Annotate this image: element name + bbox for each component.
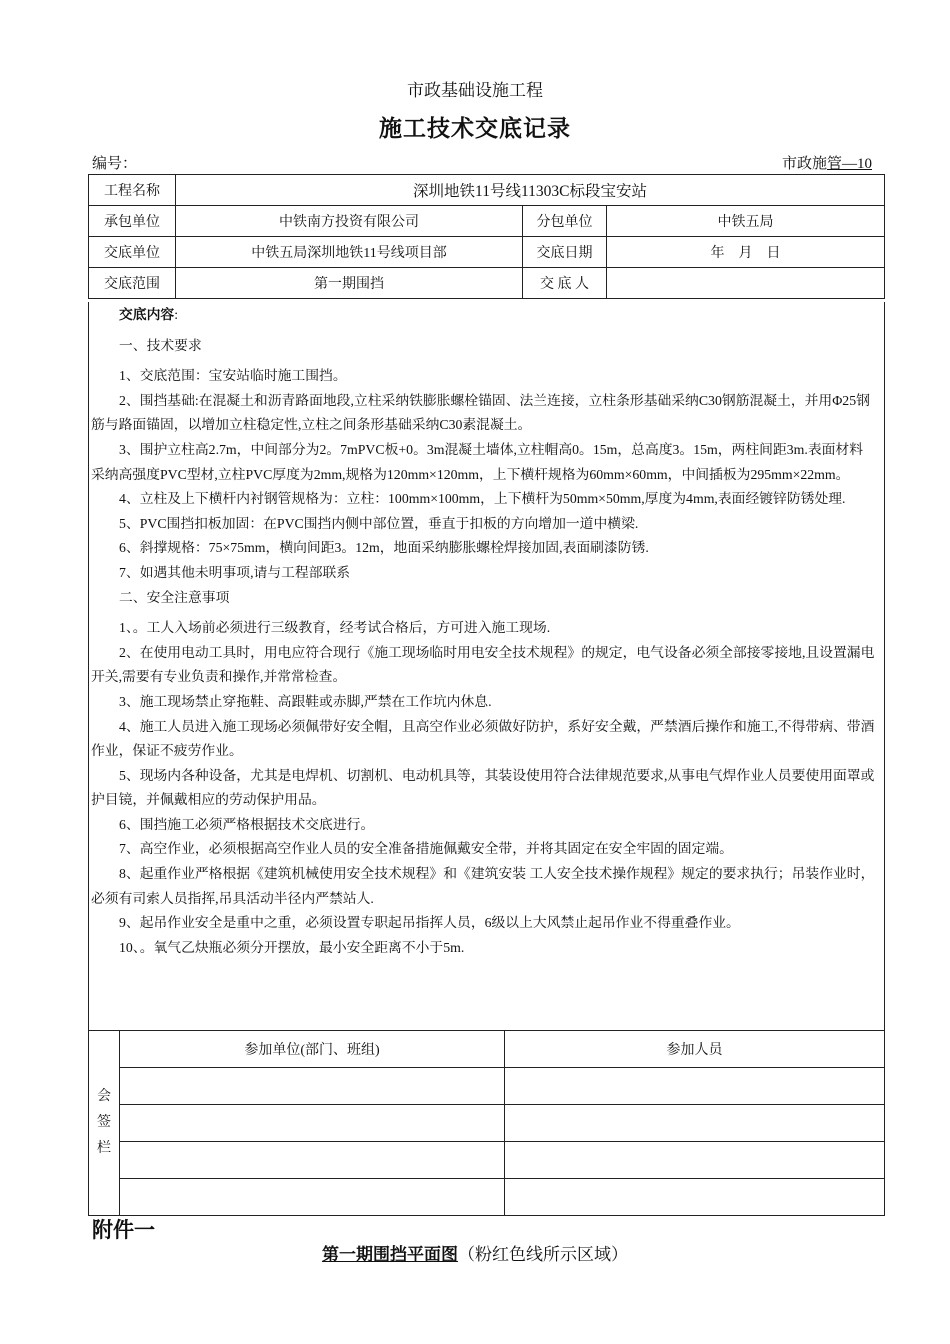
form-code-prefix: 市政施 — [781, 156, 827, 172]
briefer-value — [607, 268, 885, 299]
signature-people-cell[interactable] — [505, 1179, 885, 1216]
technical-requirement-item: 4、立柱及上下横杆内衬钢管规格为：立柱：100mm×100mm，上下横杆为50mm×50mm,厚度为4mm,表面经镀锌防锈处理. — [119, 491, 846, 507]
technical-requirement-item: 3、围护立柱高2.7m，中间部分为2。7mPVC板+0。3m混凝土墙体,立柱帽高0。15m，总高度3。15m，两柱间距3m.表面材料采纳高强度PVC型材,立柱PVC厚度为2mm,规格为120mm×120mm，上下横杆规格为60mm×60mm，中间插板为295mm×22mm。 — [91, 441, 864, 482]
signature-row — [89, 1179, 885, 1216]
safety-note-item: 6、围挡施工必须严格根据技术交底进行。 — [119, 816, 375, 832]
section-safety-heading: 二、安全注意事项 — [119, 589, 230, 605]
document-title: 施工技术交底记录 — [379, 116, 571, 141]
project-name-label: 工程名称 — [89, 175, 176, 206]
safety-notes-list — [91, 616, 876, 960]
info-row-scope — [89, 268, 885, 299]
signature-row — [89, 1142, 885, 1179]
briefing-unit-value: 中铁五局深圳地铁11号线项目部 — [176, 237, 523, 268]
subcontractor-label: 分包单位 — [523, 206, 607, 237]
number-label: 编号： — [92, 156, 138, 172]
technical-requirement-item: 5、PVC围挡扣板加固：在PVC围挡内侧中部位置，垂直于扣板的方向增加一道中横梁. — [119, 515, 639, 531]
section-technical-heading: 一、技术要求 — [119, 337, 202, 353]
signature-people-cell[interactable] — [505, 1142, 885, 1179]
contractor-value: 中铁南方投资有限公司 — [176, 206, 523, 237]
signature-table — [88, 1030, 885, 1216]
info-row-project — [89, 175, 885, 206]
info-row-briefing — [89, 237, 885, 268]
signature-label — [89, 1031, 120, 1216]
content-heading: 交底内容: — [119, 307, 179, 322]
safety-note-item: 3、施工现场禁止穿拖鞋、高跟鞋或赤脚,严禁在工作坑内休息. — [119, 693, 492, 709]
participants-header: 参加人员 — [505, 1031, 885, 1068]
signature-people-cell[interactable] — [505, 1105, 885, 1142]
briefing-content-box — [88, 302, 885, 1030]
safety-note-item: 1、。工人入场前必须进行三级教育，经考试合格后，方可进入施工现场. — [119, 620, 551, 636]
signature-unit-cell[interactable] — [120, 1142, 505, 1179]
signature-unit-cell[interactable] — [120, 1068, 505, 1105]
signature-label-char: 签 — [97, 1115, 111, 1130]
plan-note: （粉红色线所示区域） — [458, 1245, 628, 1264]
plan-caption — [0, 1240, 950, 1265]
signature-header-row — [89, 1031, 885, 1068]
signature-label-char: 会 — [97, 1089, 111, 1104]
info-row-contractor — [89, 206, 885, 237]
attachment-label: 附件一 — [92, 1218, 155, 1242]
signature-row — [89, 1105, 885, 1142]
project-name-value: 深圳地铁11号线11303C标段宝安站 — [176, 175, 885, 206]
technical-requirement-item: 6、斜撑规格：75×75mm，横向间距3。12m，地面采纳膨胀螺栓焊接加固,表面刷漆防锈. — [119, 540, 649, 556]
briefing-date-label: 交底日期 — [523, 237, 607, 268]
scope-label: 交底范围 — [89, 268, 176, 299]
form-code-dash: — — [842, 156, 857, 172]
safety-note-item: 5、现场内各种设备，尤其是电焊机、切割机、电动机具等，其装设使用符合法律规范要求,从事电气焊作业人员要使用面罩或护目镜，并佩戴相应的劳动保护用品。 — [91, 767, 875, 808]
participating-unit-header: 参加单位(部门、班组) — [120, 1031, 505, 1068]
plan-title: 第一期围挡平面图 — [322, 1245, 458, 1264]
scope-value: 第一期围挡 — [176, 268, 523, 299]
safety-note-item: 2、在使用电动工具时，用电应符合现行《施工现场临时用电安全技术规程》的规定，电气设备必须全部接零接地,且设置漏电开关,需要有专业负责和操作,并常常检查。 — [91, 644, 875, 685]
safety-note-item: 8、起重作业严格根据《建筑机械使用安全技术规程》和《建筑安装 工人安全技术操作规程》规定的要求执行；吊装作业时，必须有司索人员指挥,吊具活动半径内严禁站人. — [91, 866, 875, 906]
safety-note-item: 9、起吊作业安全是重中之重，必须设置专职起吊指挥人员，6级以上大风禁止起吊作业不得重叠作业。 — [119, 915, 740, 931]
info-table — [88, 174, 885, 299]
form-code — [782, 152, 872, 173]
signature-unit-cell[interactable] — [120, 1179, 505, 1216]
safety-note-item: 10、。氧气乙炔瓶必须分开摆放，最小安全距离不小于5m. — [119, 939, 465, 955]
technical-requirements-list — [91, 364, 876, 585]
subcontractor-value: 中铁五局 — [607, 206, 885, 237]
briefing-content — [91, 302, 876, 960]
signature-unit-cell[interactable] — [120, 1105, 505, 1142]
safety-note-item: 7、高空作业，必须根据高空作业人员的安全准备措施佩戴安全带，并将其固定在安全牢固的固定端。 — [119, 841, 733, 857]
signature-people-cell[interactable] — [505, 1068, 885, 1105]
briefing-date-value: 年 月 日 — [607, 237, 885, 268]
form-code-underlined: 管 — [826, 156, 842, 172]
contractor-label: 承包单位 — [89, 206, 176, 237]
signature-row — [89, 1068, 885, 1105]
document-subtitle: 市政基础设施工程 — [407, 81, 543, 100]
technical-requirement-item: 2、围挡基础:在混凝土和沥青路面地段,立柱采纳铁膨胀螺栓锚固、法兰连接，立柱条形基础采纳C30钢筋混凝土，并用Φ25钢筋与路面锚固，以增加立柱稳定性,立柱之间条形基础采纳C30素混凝土。 — [91, 392, 870, 433]
technical-requirement-item: 7、如遇其他未明事项,请与工程部联系 — [119, 564, 351, 580]
safety-note-item: 4、施工人员进入施工现场必须佩带好安全帽，且高空作业必须做好防护，系好安全戴，严禁酒后操作和施工,不得带病、带酒作业，保证不疲劳作业。 — [91, 718, 875, 759]
briefer-label: 交 底 人 — [523, 268, 607, 299]
form-code-number: 10 — [857, 156, 872, 172]
signature-label-char: 栏 — [97, 1141, 111, 1156]
briefing-unit-label: 交底单位 — [89, 237, 176, 268]
technical-requirement-item: 1、交底范围：宝安站临时施工围挡。 — [119, 368, 347, 384]
